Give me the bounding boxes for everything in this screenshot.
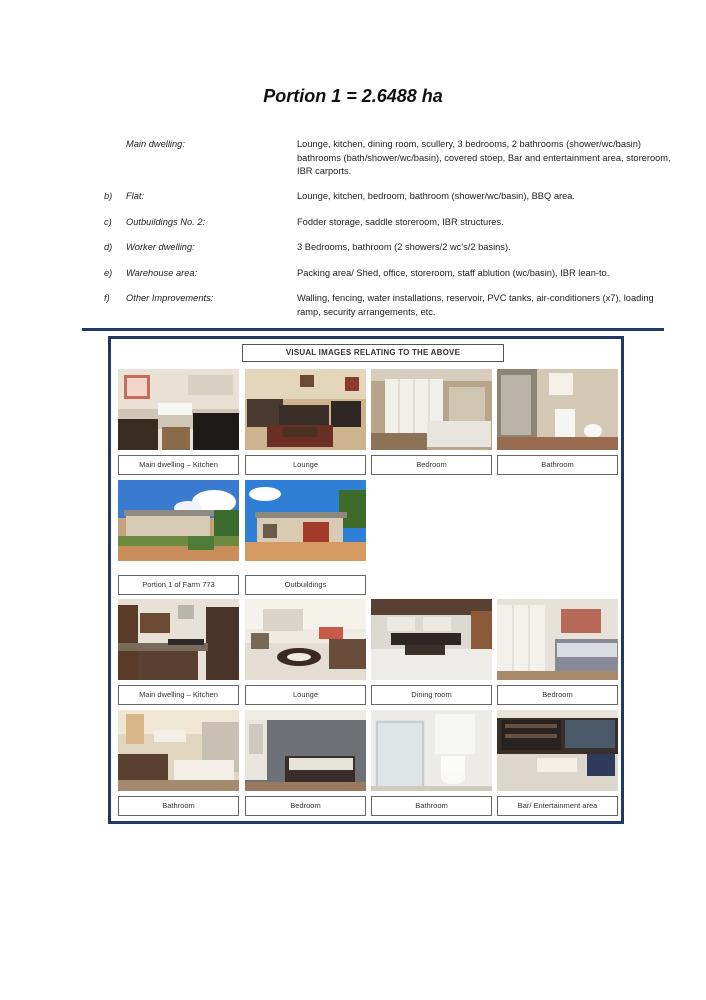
photo-bar-area	[497, 710, 618, 791]
panel-title: VISUAL IMAGES RELATING TO THE ABOVE	[242, 344, 504, 362]
photo-caption: Bathroom	[497, 455, 618, 475]
item-description: Lounge, kitchen, bedroom, bathroom (shower/wc/basin), BBQ area.	[297, 191, 576, 201]
page-title: Portion 1 = 2.6488 ha	[263, 86, 443, 106]
photo-caption: Bathroom	[371, 796, 492, 816]
photo-caption: Main dwelling – Kitchen	[118, 455, 239, 475]
photo-caption: Lounge	[245, 685, 366, 705]
photo-bathroom-2	[118, 710, 239, 791]
item-label: Outbuildings No. 2:	[126, 217, 206, 227]
photo-outbuildings	[245, 480, 366, 561]
item-letter: b)	[104, 191, 113, 201]
photo-caption: Bedroom	[245, 796, 366, 816]
photo-caption: Main dwelling – Kitchen	[118, 685, 239, 705]
photo-caption: Dining room	[371, 685, 492, 705]
item-letter: f)	[104, 293, 110, 303]
item-label: Worker dwelling:	[126, 242, 195, 252]
item-label: Other Improvements:	[126, 293, 214, 303]
item-label: Main dwelling:	[126, 139, 185, 149]
photo-kitchen	[118, 369, 239, 450]
item-label: Flat:	[126, 191, 145, 201]
section-divider	[82, 328, 664, 331]
photo-caption: Portion 1 of Farm 773	[118, 575, 239, 595]
item-description: Packing area/ Shed, office, storeroom, staff ablution (wc/basin), IBR lean-to.	[297, 268, 610, 278]
photo-farm-exterior	[118, 480, 239, 561]
item-letter: d)	[104, 242, 113, 252]
photo-caption: Outbuildings	[245, 575, 366, 595]
photo-bathroom	[497, 369, 618, 450]
photo-lounge-2	[245, 599, 366, 680]
photo-caption: Bedroom	[497, 685, 618, 705]
photo-caption: Lounge	[245, 455, 366, 475]
photo-bathroom-3	[371, 710, 492, 791]
item-description: Fodder storage, saddle storeroom, IBR structures.	[297, 217, 504, 227]
photo-dining-room	[371, 599, 492, 680]
item-description: 3 Bedrooms, bathroom (2 showers/2 wc's/2 basins).	[297, 242, 511, 252]
photo-bedroom	[371, 369, 492, 450]
item-description: Lounge, kitchen, dining room, scullery, 3 bedrooms, 2 bathrooms (shower/wc/basin) bathrooms (bath/shower/wc/basin), covered stoep, Bar and entertainment area, storeroom, IBR carports.	[297, 139, 671, 176]
item-label: Warehouse area:	[126, 268, 198, 278]
photo-bedroom-3	[245, 710, 366, 791]
photo-bedroom-2	[497, 599, 618, 680]
photo-caption: Bathroom	[118, 796, 239, 816]
item-letter: e)	[104, 268, 113, 278]
item-letter: c)	[104, 217, 112, 227]
photo-lounge	[245, 369, 366, 450]
photo-caption: Bedroom	[371, 455, 492, 475]
item-description: Walling, fencing, water installations, reservoir, PVC tanks, air-conditioners (x7), loading ramp, security arrangements, etc.	[297, 293, 654, 317]
photo-kitchen-2	[118, 599, 239, 680]
photo-caption: Bar/ Entertainment area	[497, 796, 618, 816]
